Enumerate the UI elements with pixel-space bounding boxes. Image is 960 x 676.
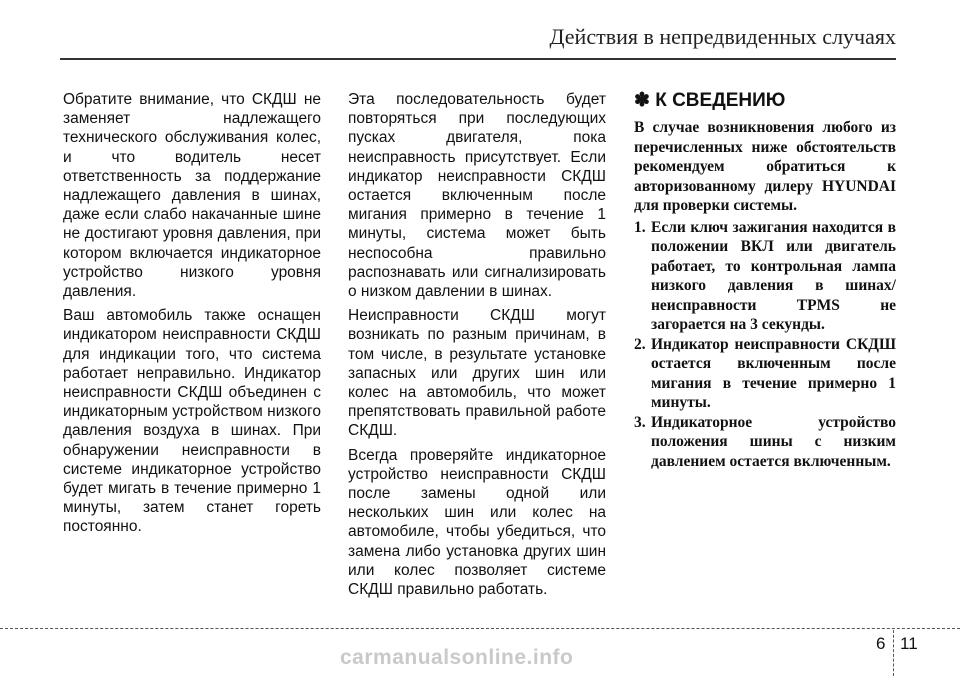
footer-rule bbox=[0, 628, 960, 629]
list-item-number: 2. bbox=[634, 335, 646, 353]
notice-column bbox=[634, 90, 896, 471]
text-column-2 bbox=[348, 90, 606, 604]
header-rule bbox=[60, 58, 896, 60]
list-item-number: 3. bbox=[634, 413, 646, 431]
notice-intro: В случае возникновения любого из перечисленных ниже обстоятельств рекомендуем обратиться к авторизованному дилеру HYUNDAI для проверки системы. bbox=[634, 119, 896, 214]
list-item-text: Индикатор неисправности СКДШ остается включенным после мигания в течение примерно 1 минуты. bbox=[651, 335, 896, 411]
text-column-1 bbox=[63, 90, 321, 542]
notice-list bbox=[634, 218, 896, 472]
page-header-title: Действия в непредвиденных случаях bbox=[549, 24, 896, 49]
list-item-number: 1. bbox=[634, 218, 646, 236]
footer-divider bbox=[893, 630, 894, 676]
paragraph: Обратите внимание, что СКДШ не заменяет надлежащего технического обслуживания колес, и что водитель несет ответственность за поддержание надлежащего давления в шинах, даже если слабо накачанные шине не достигают уровня давления, при котором включается индикаторное устройство низкого уровня давления. bbox=[63, 91, 321, 301]
list-item bbox=[634, 218, 896, 335]
paragraph: Эта последовательность будет повторяться при последующих пусках двигателя, пока неисправность присутствует. Если индикатор неисправности СКДШ остается включенным после мигания примерно в течение 1 минуты, система может быть неспособна правильно распознавать или сигнализировать о низком давлении в шинах. bbox=[348, 91, 606, 301]
notice-heading: ✽ К СВЕДЕНИЮ bbox=[634, 90, 786, 111]
chapter-number: 6 bbox=[876, 634, 886, 653]
page-number: 11 bbox=[900, 634, 918, 653]
paragraph: Всегда проверяйте индикаторное устройство неисправности СКДШ после замены одной или нескольких шин или колес на автомобиле, чтобы убедиться, что замена либо установка других шин или колес позволяет системе СКДШ правильно работать. bbox=[348, 446, 606, 599]
list-item bbox=[634, 413, 896, 472]
list-item-text: Индикаторное устройство положения шины с низким давлением остается включенным. bbox=[651, 413, 896, 470]
list-item-text: Если ключ зажигания находится в положении ВКЛ или двигатель работает, то контрольная лампа низкого давления в шинах/неисправности TPMS не загорается на 3 секунды. bbox=[651, 218, 896, 333]
paragraph: Ваш автомобиль также оснащен индикатором неисправности СКДШ для индикации того, что система работает неправильно. Индикатор неисправности СКДШ объединен с индикаторным устройством низкого давления воздуха в шинах. При обнаружении неисправности в системе индикаторное устройство будет мигать в течение примерно 1 минуты, затем станет гореть постоянно. bbox=[63, 307, 321, 536]
watermark: carmanualsonline.info bbox=[340, 646, 574, 669]
paragraph: Неисправности СКДШ могут возникать по разным причинам, в том числе, в результате установке запасных или других шин или колес на автомобиль, что может препятствовать правильной работе СКДШ. bbox=[348, 307, 606, 440]
list-item bbox=[634, 335, 896, 413]
